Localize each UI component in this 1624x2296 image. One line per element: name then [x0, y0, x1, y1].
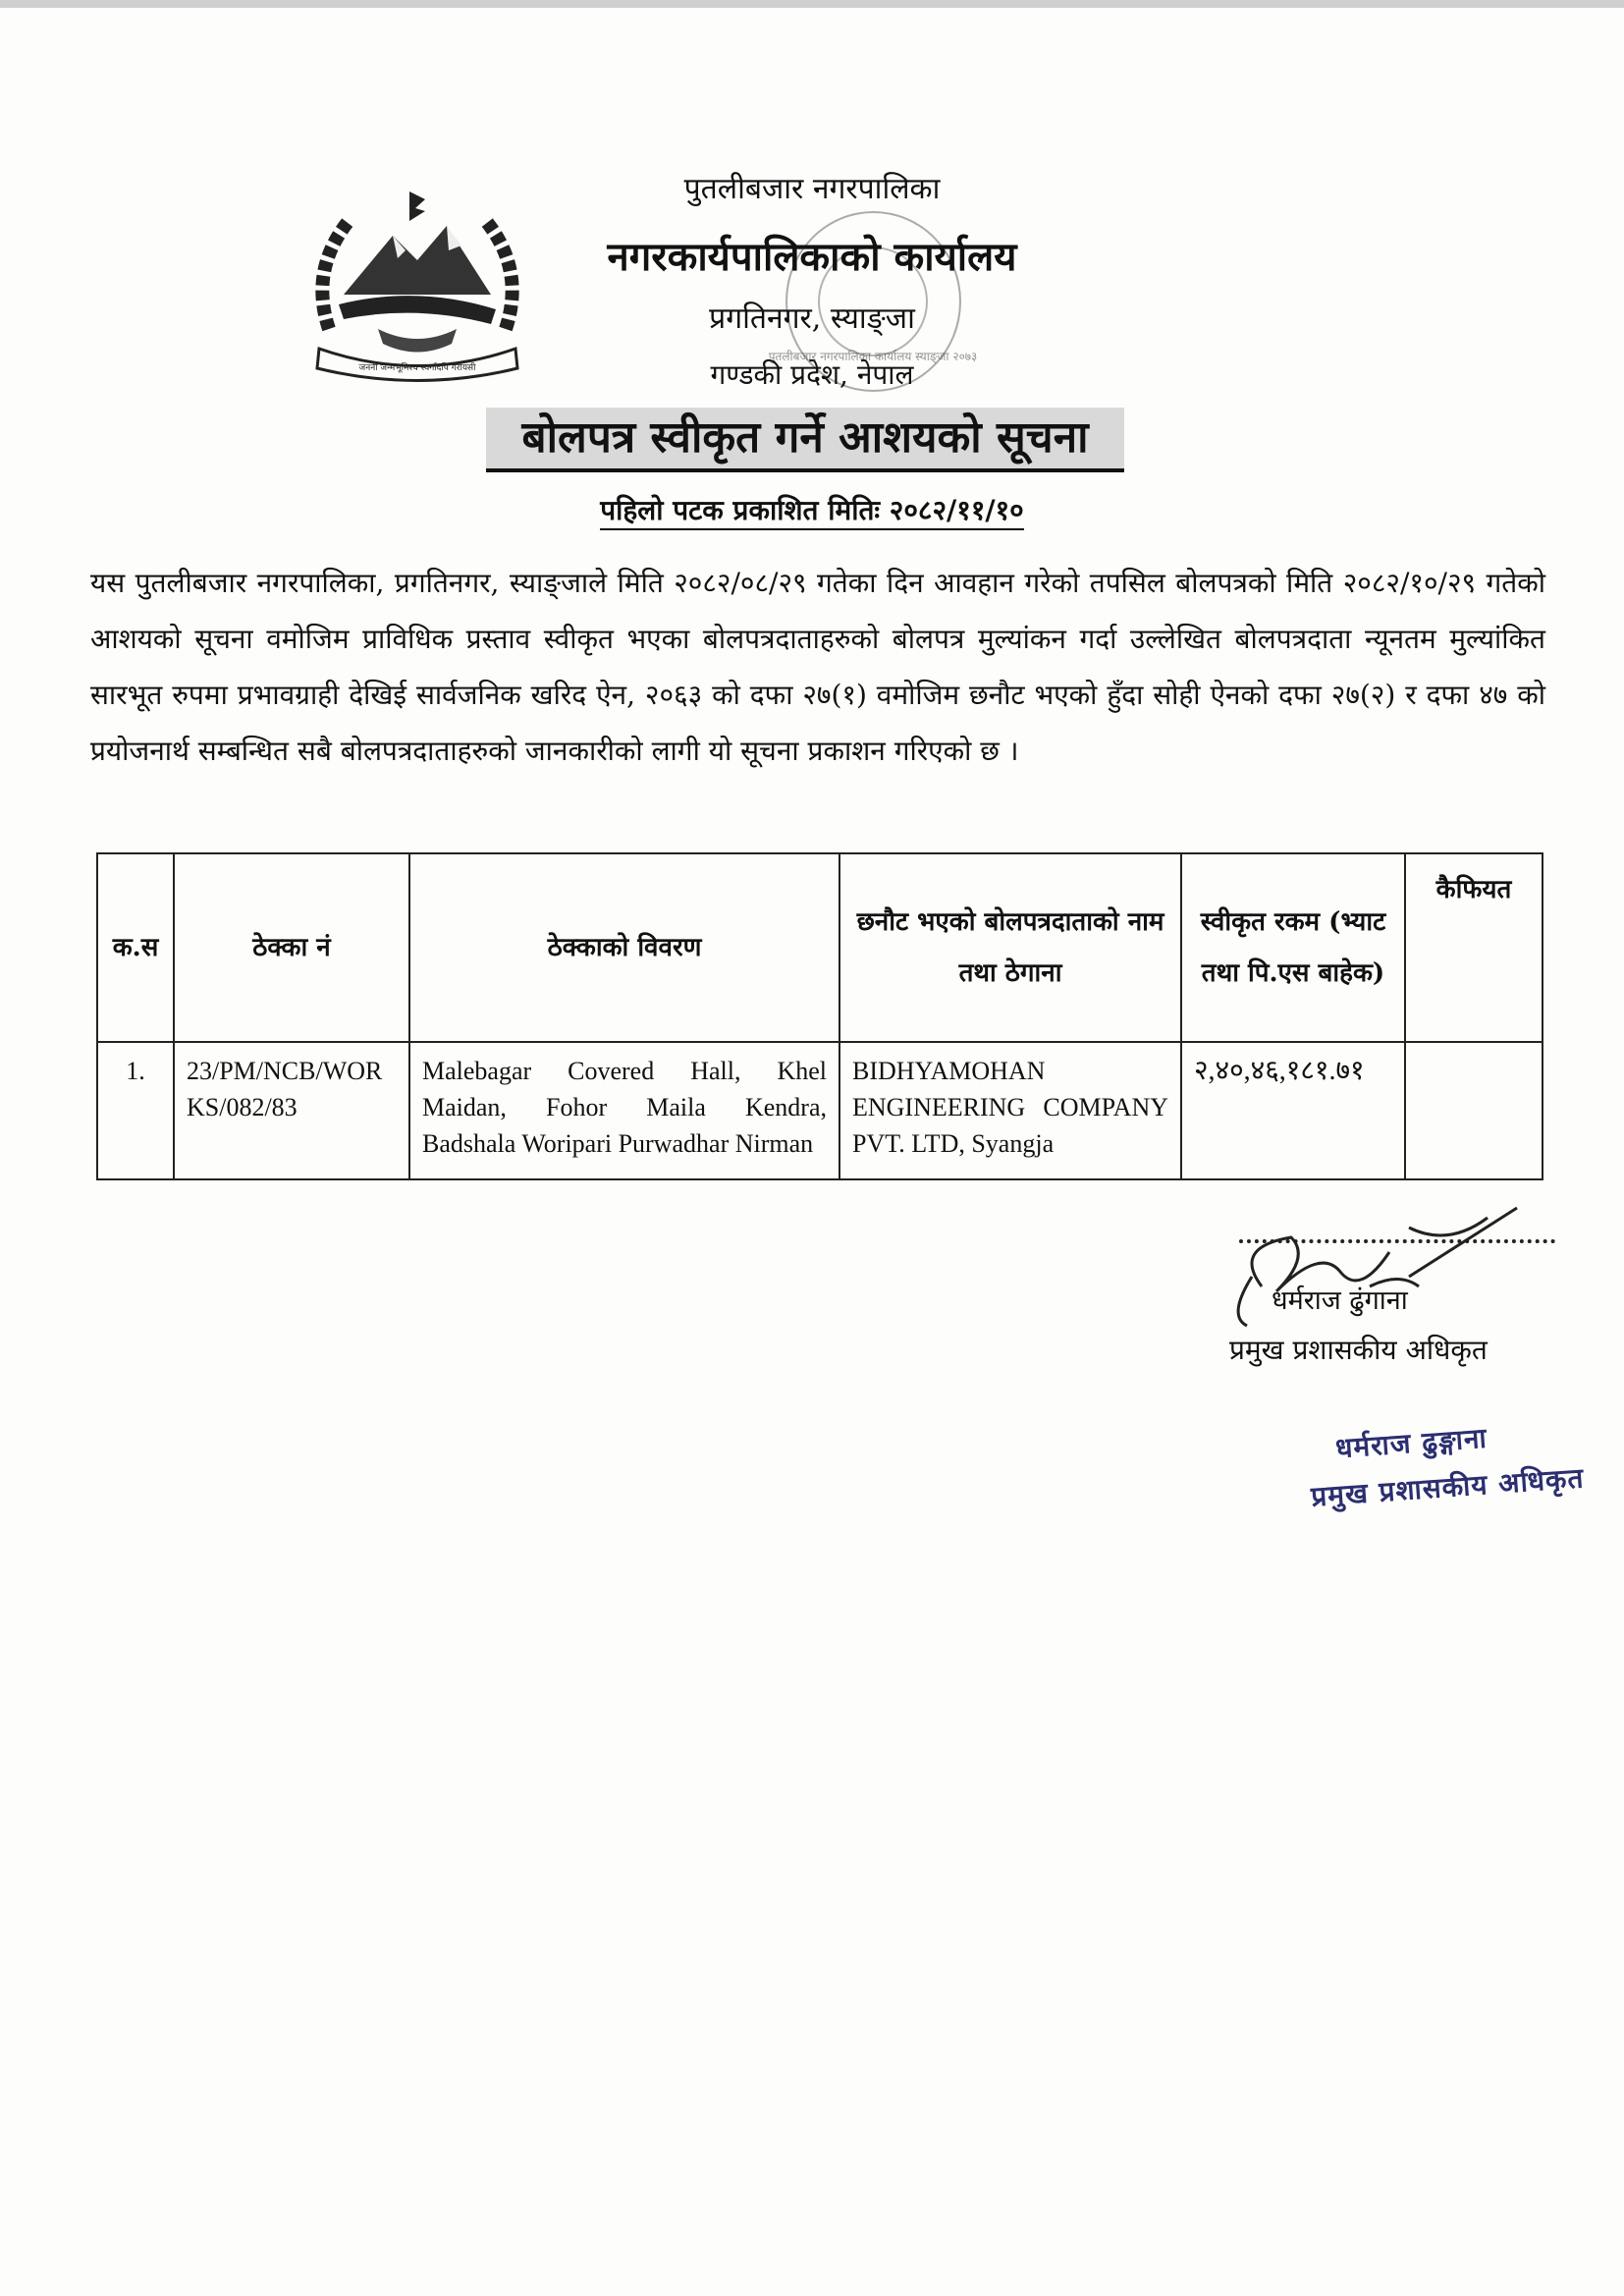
- notice-title: बोलपत्र स्वीकृत गर्ने आशयको सूचना: [486, 408, 1124, 472]
- header-contract-no: ठेक्का नं: [174, 853, 409, 1042]
- cell-remarks: [1405, 1042, 1543, 1179]
- publication-date-text: पहिलो पटक प्रकाशित मितिः २०८२/११/१०: [600, 494, 1024, 530]
- handwritten-signature: [1222, 1218, 1566, 1424]
- cell-sn: 1.: [97, 1042, 174, 1179]
- table-row: [97, 1042, 1543, 1179]
- cell-description: Malebagar Covered Hall, Khel Maidan, Fohor Maila Kendra, Badshala Woripari Purwadhar Nirman: [409, 1042, 839, 1179]
- header-sn: क.स: [97, 853, 174, 1042]
- signature-line: [1239, 1239, 1555, 1243]
- cell-contract-no: 23/PM/NCB/WORKS/082/83: [174, 1042, 409, 1179]
- scan-top-edge: [0, 0, 1624, 8]
- notice-body: यस पुतलीबजार नगरपालिका, प्रगतिनगर, स्याङ्जाले मिति २०८२/०८/२९ गतेका दिन आवहान गरेको तपसिल बोलपत्रको मिति २०८२/१०/२९ गतेको आशयको सूचना वमोजिम प्राविधिक प्रस्ताव स्वीकृत भएका बोलपत्रदाताहरुको बोलपत्र मुल्यांकन गर्दा उल्लेखित बोलपत्रदाता न्यूनतम मुल्यांकित सारभूत रुपमा प्रभावग्राही देखिई सार्वजनिक खरिद ऐन, २०६३ को दफा २७(१) वमोजिम छनौट भएको हुँदा सोही ऐनको दफा २७(२) र दफा ४७ को प्रयोजनार्थ सम्बन्धित सबै बोलपत्रदाताहरुको जानकारीको लागी यो सूचना प्रकाशन गरिएको छ ।: [90, 567, 1545, 767]
- header-bidder: छनौट भएको बोलपत्रदाताको नाम तथा ठेगाना: [839, 853, 1181, 1042]
- cell-bidder: BIDHYAMOHAN ENGINEERING COMPANY PVT. LTD, Syangja: [839, 1042, 1181, 1179]
- province-name: गण्डकी प्रदेश, नेपाल: [710, 358, 914, 391]
- municipality-name: पुतलीबजार नगरपालिका: [683, 172, 941, 206]
- name-stamp-line2: प्रमुख प्रशासकीय अधिकृत: [1310, 1461, 1586, 1513]
- signer-name: धर्मराज ढुंगाना: [1272, 1285, 1408, 1316]
- office-name: नगरकार्यपालिकाको कार्यालय: [607, 234, 1017, 280]
- signer-title: प्रमुख प्रशासकीय अधिकृत: [1229, 1334, 1488, 1366]
- emblem-motto: जननी जन्मभूमिश्च स्वर्गादपि गरीयसी: [358, 363, 476, 373]
- publication-date: [0, 491, 1624, 528]
- office-location: प्रगतिनगर, स्याङ्जा: [709, 301, 915, 336]
- header-amount: स्वीकृत रकम (भ्याट तथा पि.एस बाहेक): [1181, 853, 1405, 1042]
- header-description: ठेक्काको विवरण: [409, 853, 839, 1042]
- name-stamp-line1: धर्मराज ढुङ्गाना: [1334, 1421, 1489, 1465]
- cell-amount: २,४०,४६,१८१.७१: [1181, 1042, 1405, 1179]
- selected-bidder-table: [96, 852, 1543, 1180]
- header-remarks: कैफियत: [1405, 853, 1543, 1042]
- seal-text: पुतलीबजार नगरपालिका कार्यालय स्याङ्जा २०७३: [768, 350, 978, 363]
